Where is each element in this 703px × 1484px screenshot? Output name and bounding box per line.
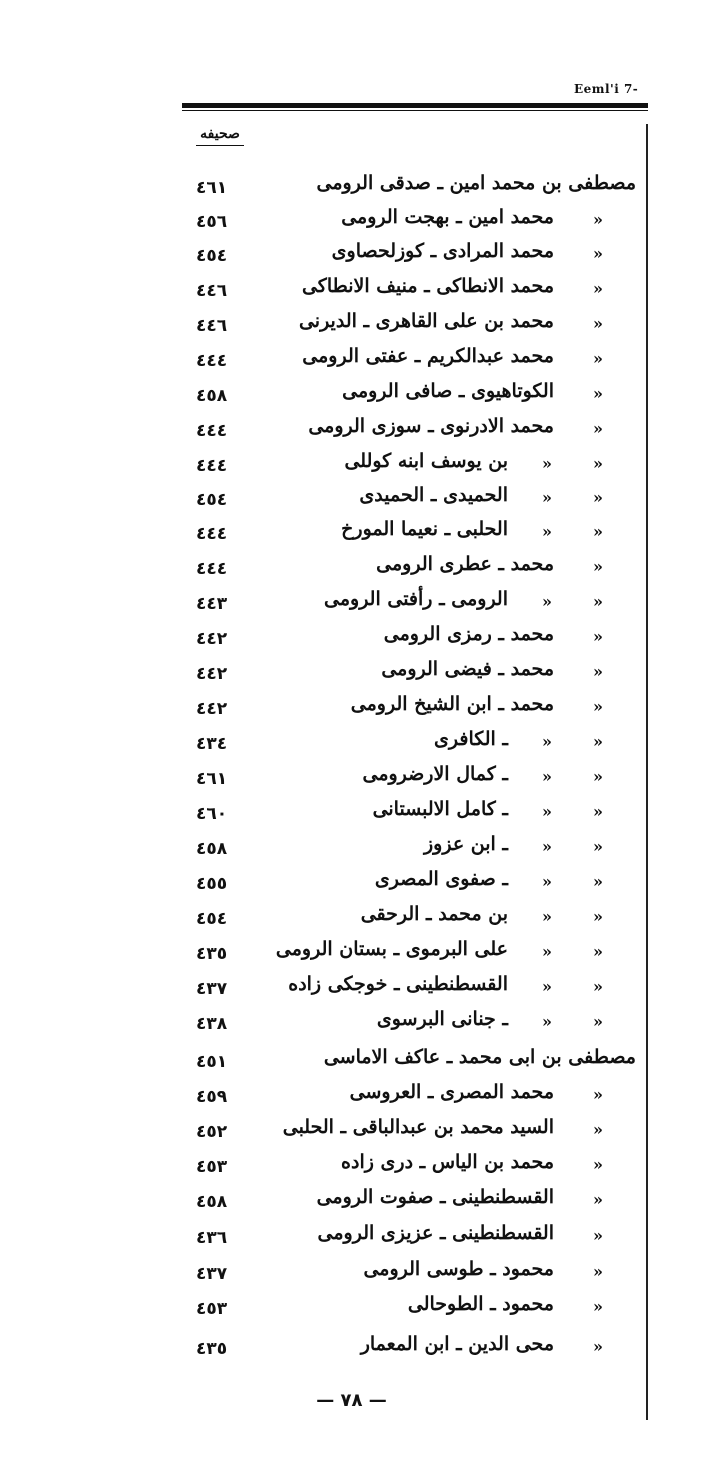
entry-page-number: ٤٤٦: [196, 281, 228, 301]
entry-text: محمد ـ ابن الشيخ الرومى: [350, 693, 554, 715]
entry-text: محمد الانطاكى ـ منيف الانطاكى: [301, 275, 554, 297]
index-entry: [180, 172, 640, 202]
ditto-mark: »: [593, 1155, 603, 1174]
index-entry: [180, 1081, 640, 1111]
ditto-mark: »: [542, 732, 552, 751]
index-entry: [180, 1046, 640, 1076]
entry-text: محى الدين ـ ابن المعمار: [360, 1333, 554, 1355]
entry-text: القسطنطينى ـ صفوت الرومى: [316, 1186, 554, 1208]
index-entry: [180, 380, 640, 410]
entry-text: ـ الكافرى: [434, 728, 508, 750]
entry-text: محمد عبدالكريم ـ عفتى الرومى: [302, 345, 554, 367]
entry-page-number: ٤٥٨: [196, 386, 228, 406]
entry-page-number: ٤٤٤: [196, 351, 228, 371]
ditto-mark: »: [542, 837, 552, 856]
entry-text: ـ ابن عزوز: [424, 833, 508, 855]
entry-text: محمد المصرى ـ العروسى: [349, 1081, 554, 1103]
entry-text: بن محمد ـ الرحقى: [360, 903, 508, 925]
entry-text: الكوتاهيوى ـ صافى الرومى: [342, 380, 554, 402]
entry-page-number: ٤٥٨: [196, 839, 228, 859]
index-entry: [180, 973, 640, 1003]
index-entry: [180, 938, 640, 968]
entry-text: مصطفى بن محمد امين ـ صدقى الرومى: [316, 172, 636, 194]
index-entry: [180, 1008, 640, 1038]
index-entry: [180, 798, 640, 828]
ditto-mark: »: [593, 592, 603, 611]
header-mark: Eeml'i 7-: [574, 82, 639, 96]
ditto-mark: »: [542, 802, 552, 821]
ditto-mark: »: [593, 419, 603, 438]
entry-text: محمد بن الياس ـ درى زاده: [341, 1151, 554, 1173]
index-entry: [180, 345, 640, 375]
entry-text: محمد ـ رمزى الرومى: [383, 623, 554, 645]
ditto-mark: »: [593, 210, 603, 229]
entry-page-number: ٤٦١: [196, 769, 228, 789]
entry-text: السيد محمد بن عبدالباقى ـ الحلبى: [282, 1116, 554, 1138]
entry-text: ـ كمال الارضرومى: [362, 763, 508, 785]
index-entry: [180, 450, 640, 480]
ditto-mark: »: [593, 1297, 603, 1316]
header-rule-thin: [182, 110, 648, 111]
entry-text: الرومى ـ رأفتى الرومى: [324, 588, 508, 610]
index-entry: [180, 693, 640, 723]
entry-page-number: ٤٥٣: [196, 1299, 228, 1319]
entry-text: بن يوسف ابنه كوللى: [344, 450, 508, 472]
index-entry: [180, 833, 640, 863]
entry-page-number: ٤٥٢: [196, 1122, 228, 1142]
entry-text: على البرموى ـ بستان الرومى: [275, 938, 508, 960]
entry-text: ـ جنانى البرسوى: [376, 1008, 508, 1030]
entry-page-number: ٤٤٤: [196, 559, 228, 579]
entry-page-number: ٤٤٤: [196, 456, 228, 476]
entry-page-number: ٤٤٣: [196, 594, 228, 614]
entry-text: الحلبى ـ نعيما المورخ: [341, 518, 508, 540]
ditto-mark: »: [593, 1085, 603, 1104]
index-entry: [180, 484, 640, 514]
index-entry: [180, 1116, 640, 1146]
index-entry: [180, 415, 640, 445]
ditto-mark: »: [593, 1337, 603, 1356]
entry-page-number: ٤٥٤: [196, 909, 228, 929]
entry-text: محمود ـ الطوحالى: [407, 1293, 554, 1315]
ditto-mark: »: [542, 977, 552, 996]
index-entry: [180, 1293, 640, 1323]
index-entry: [180, 1186, 640, 1216]
entry-page-number: ٤٥٥: [196, 874, 228, 894]
entry-page-number: ٤٣٥: [196, 944, 228, 964]
index-entry: [180, 763, 640, 793]
ditto-mark: »: [593, 662, 603, 681]
entry-text: القسطنطينى ـ خوجكى زاده: [288, 973, 508, 995]
ditto-mark: »: [542, 767, 552, 786]
entry-page-number: ٤٥٨: [196, 1192, 228, 1212]
ditto-mark: »: [542, 454, 552, 473]
ditto-mark: »: [593, 454, 603, 473]
entry-page-number: ٤٣٥: [196, 1339, 228, 1359]
ditto-mark: »: [593, 767, 603, 786]
entry-page-number: ٤٣٦: [196, 1228, 228, 1248]
entry-page-number: ٤٦٠: [196, 804, 228, 824]
ditto-mark: »: [593, 349, 603, 368]
entry-text: القسطنطينى ـ عزيزى الرومى: [317, 1222, 554, 1244]
index-entry: [180, 1151, 640, 1181]
ditto-mark: »: [593, 977, 603, 996]
entry-text: محمد المرادى ـ كوزلحصاوى: [331, 240, 554, 262]
index-entry: [180, 903, 640, 933]
entry-page-number: ٤٤٤: [196, 524, 228, 544]
entry-text: مصطفى بن ابى محمد ـ عاكف الاماسى: [323, 1046, 636, 1068]
index-entry: [180, 728, 640, 758]
ditto-mark: »: [593, 942, 603, 961]
ditto-mark: »: [593, 244, 603, 263]
entry-text: محمد امين ـ بهجت الرومى: [341, 206, 554, 228]
entry-text: محمود ـ طوسى الرومى: [363, 1258, 554, 1280]
entry-page-number: ٤٤٢: [196, 664, 228, 684]
ditto-mark: »: [593, 557, 603, 576]
entry-page-number: ٤٤٢: [196, 699, 228, 719]
entry-text: ـ كامل الالبستانى: [372, 798, 508, 820]
ditto-mark: »: [593, 802, 603, 821]
entry-text: محمد ـ عطرى الرومى: [376, 553, 554, 575]
page-column-header: صحيفه: [196, 126, 244, 146]
ditto-mark: »: [542, 907, 552, 926]
entry-text: محمد ـ فيضى الرومى: [381, 658, 554, 680]
right-margin-line: [646, 124, 648, 1420]
ditto-mark: »: [593, 907, 603, 926]
ditto-mark: »: [593, 697, 603, 716]
ditto-mark: »: [593, 1190, 603, 1209]
index-entry: [180, 588, 640, 618]
ditto-mark: »: [593, 872, 603, 891]
ditto-mark: »: [593, 314, 603, 333]
index-entry: [180, 658, 640, 688]
entry-page-number: ٤٥٤: [196, 246, 228, 266]
ditto-mark: »: [593, 732, 603, 751]
ditto-mark: »: [542, 522, 552, 541]
entry-page-number: ٤٤٦: [196, 316, 228, 336]
ditto-mark: »: [593, 488, 603, 507]
entry-page-number: ٤٣٧: [196, 1264, 228, 1284]
entry-text: محمد بن على القاهرى ـ الديرنى: [298, 310, 554, 332]
index-entry: [180, 553, 640, 583]
page-number: — ٧٨ —: [316, 1390, 387, 1411]
ditto-mark: »: [593, 1262, 603, 1281]
entry-page-number: ٤٥٤: [196, 490, 228, 510]
index-entry: [180, 206, 640, 236]
entry-page-number: ٤٥٩: [196, 1087, 228, 1107]
entry-page-number: ٤٦١: [196, 178, 228, 198]
entry-text: الحميدى ـ الحميدى: [359, 484, 508, 506]
ditto-mark: »: [593, 522, 603, 541]
ditto-mark: »: [542, 942, 552, 961]
entry-page-number: ٤٥١: [196, 1052, 228, 1072]
entry-page-number: ٤٣٨: [196, 1014, 228, 1034]
ditto-mark: »: [542, 488, 552, 507]
index-entry: [180, 868, 640, 898]
index-entry: [180, 240, 640, 270]
ditto-mark: »: [593, 627, 603, 646]
ditto-mark: »: [593, 837, 603, 856]
entry-text: ـ صفوى المصرى: [374, 868, 508, 890]
ditto-mark: »: [593, 279, 603, 298]
ditto-mark: »: [593, 1120, 603, 1139]
entry-page-number: ٤٣٤: [196, 734, 228, 754]
index-entry: [180, 1258, 640, 1288]
index-entry: [180, 518, 640, 548]
entry-page-number: ٤٥٦: [196, 212, 228, 232]
entry-page-number: ٤٥٣: [196, 1157, 228, 1177]
ditto-mark: »: [542, 872, 552, 891]
ditto-mark: »: [542, 592, 552, 611]
index-entry: [180, 275, 640, 305]
index-entry: [180, 623, 640, 653]
index-entry: [180, 1333, 640, 1363]
index-entry: [180, 1222, 640, 1252]
entry-text: محمد الادرنوى ـ سوزى الرومى: [308, 415, 554, 437]
entry-page-number: ٤٤٤: [196, 421, 228, 441]
index-entry: [180, 310, 640, 340]
ditto-mark: »: [593, 1226, 603, 1245]
header-rule-thick: [182, 103, 648, 108]
entry-page-number: ٤٤٢: [196, 629, 228, 649]
entry-page-number: ٤٣٧: [196, 979, 228, 999]
ditto-mark: »: [593, 384, 603, 403]
ditto-mark: »: [593, 1012, 603, 1031]
ditto-mark: »: [542, 1012, 552, 1031]
